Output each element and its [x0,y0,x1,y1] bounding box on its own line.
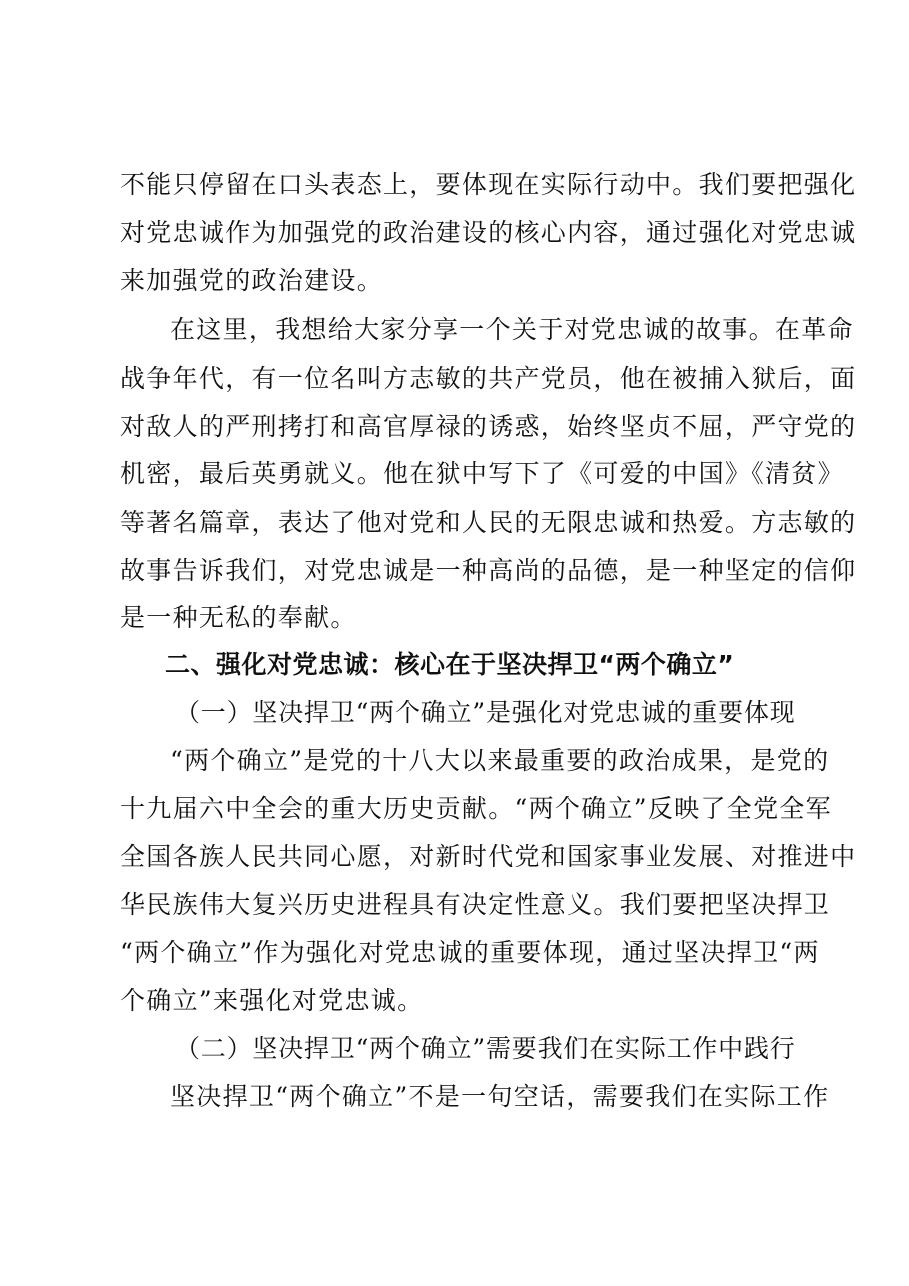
paragraph-line: 来加强党的政治建设。 [120,266,384,295]
paragraph-line: 战争年代，有一位名叫方志敏的共产党员，他在被捕入狱后，面 [120,364,857,393]
paragraph-line: 对敌人的严刑拷打和高官厚禄的诱惑，始终坚贞不屈，严守党的 [120,412,857,441]
subsection-heading: （一）坚决捍卫“两个确立”是强化对党忠诚的重要体现 [175,698,796,727]
section-heading: 二、强化对党忠诚：核心在于坚决捍卫“两个确立” [165,650,735,679]
paragraph-line: 在这里，我想给大家分享一个关于对党忠诚的故事。在革命 [170,315,854,344]
paragraph-line: 十九届六中全会的重大历史贡献。“两个确立”反映了全党全军 [120,794,832,823]
paragraph-line: 个确立”来强化对党忠诚。 [120,986,424,1015]
paragraph-line: 坚决捍卫“两个确立”不是一句空话，需要我们在实际工作 [170,1082,830,1111]
paragraph-line: “两个确立”作为强化对党忠诚的重要体现，通过坚决捍卫“两 [120,938,820,967]
paragraph-line: 是一种无私的奉献。 [120,603,357,632]
paragraph-line: 故事告诉我们，对党忠诚是一种高尚的品德，是一种坚定的信仰 [120,556,857,585]
paragraph-line: 不能只停留在口头表态上，要体现在实际行动中。我们要把强化 [120,170,857,199]
paragraph-line: “两个确立”是党的十八大以来最重要的政治成果，是党的 [170,746,830,775]
paragraph-line: 全国各族人民共同心愿，对新时代党和国家事业发展、对推进中 [120,842,857,871]
subsection-heading: （二）坚决捍卫“两个确立”需要我们在实际工作中践行 [175,1034,796,1063]
paragraph-line: 对党忠诚作为加强党的政治建设的核心内容，通过强化对党忠诚 [120,218,857,247]
paragraph-line: 等著名篇章，表达了他对党和人民的无限忠诚和热爱。方志敏的 [120,508,857,537]
paragraph-line: 机密，最后英勇就义。他在狱中写下了《可爱的中国》《清贫》 [120,459,844,488]
paragraph-line: 华民族伟大复兴历史进程具有决定性意义。我们要把坚决捍卫 [120,890,831,919]
